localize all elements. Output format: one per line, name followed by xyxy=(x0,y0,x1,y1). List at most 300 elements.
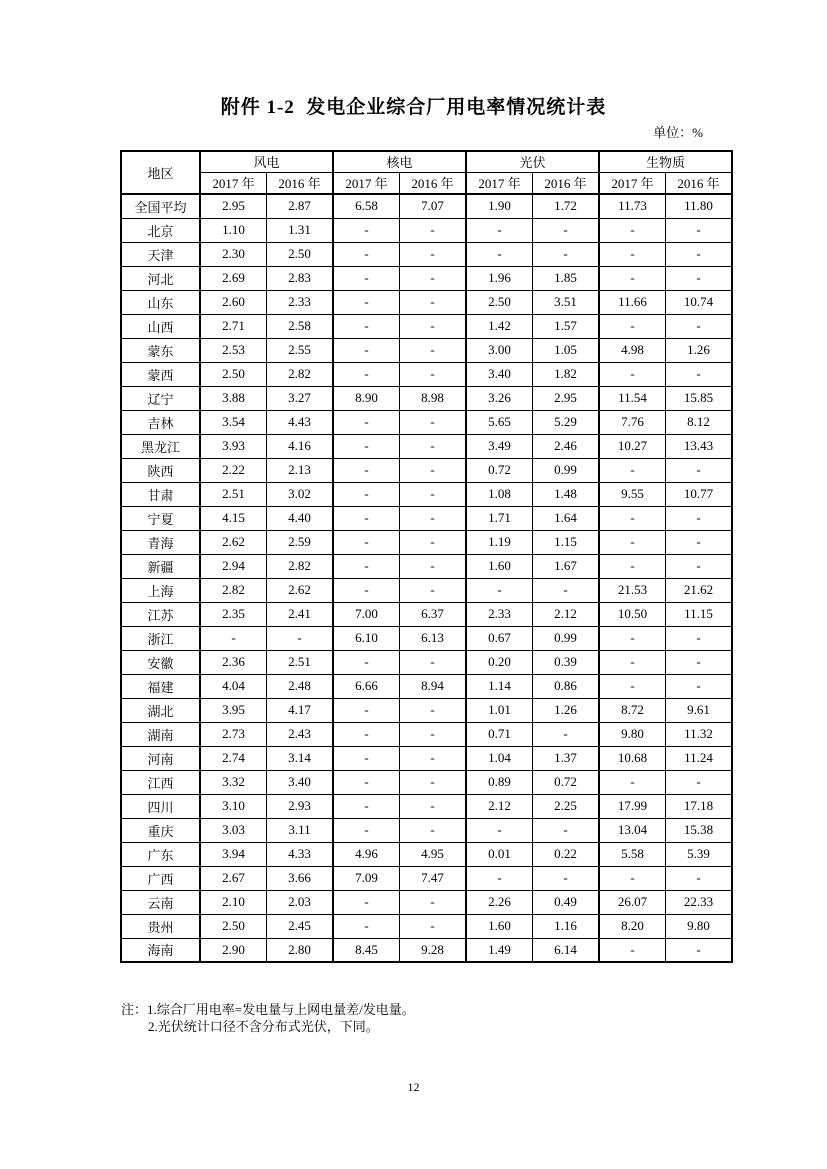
value-cell: 11.73 xyxy=(599,194,666,218)
value-cell: - xyxy=(333,242,400,266)
value-cell: - xyxy=(666,458,733,482)
page-number: 12 xyxy=(407,1080,420,1094)
region-cell: 宁夏 xyxy=(121,506,200,530)
value-cell: 21.62 xyxy=(666,578,733,602)
col-header-year-2017: 2017 年 xyxy=(200,172,267,194)
value-cell: - xyxy=(333,890,400,914)
value-cell: 10.68 xyxy=(599,746,666,770)
table-body xyxy=(121,194,732,962)
value-cell: - xyxy=(400,770,467,794)
value-cell: - xyxy=(333,722,400,746)
value-cell: - xyxy=(400,578,467,602)
value-cell: - xyxy=(400,650,467,674)
value-cell: - xyxy=(599,770,666,794)
value-cell: - xyxy=(466,242,533,266)
value-cell: 3.40 xyxy=(267,770,334,794)
value-cell: 3.32 xyxy=(200,770,267,794)
table-row xyxy=(121,866,732,890)
value-cell: 15.85 xyxy=(666,386,733,410)
value-cell: - xyxy=(599,530,666,554)
value-cell: 7.09 xyxy=(333,866,400,890)
value-cell: 0.99 xyxy=(533,458,600,482)
table-row xyxy=(121,698,732,722)
region-cell: 北京 xyxy=(121,218,200,242)
value-cell: 2.59 xyxy=(267,530,334,554)
value-cell: 2.30 xyxy=(200,242,267,266)
value-cell: - xyxy=(666,218,733,242)
footnote-2: 2.光伏统计口径不含分布式光伏，下同。 xyxy=(148,1019,379,1034)
value-cell: 6.13 xyxy=(400,626,467,650)
value-cell: 11.80 xyxy=(666,194,733,218)
value-cell: 4.98 xyxy=(599,338,666,362)
value-cell: 3.51 xyxy=(533,290,600,314)
value-cell: - xyxy=(599,626,666,650)
value-cell: 8.90 xyxy=(333,386,400,410)
value-cell: 1.42 xyxy=(466,314,533,338)
value-cell: 2.95 xyxy=(533,386,600,410)
value-cell: 2.55 xyxy=(267,338,334,362)
value-cell: 2.83 xyxy=(267,266,334,290)
value-cell: - xyxy=(333,650,400,674)
value-cell: - xyxy=(599,506,666,530)
region-cell: 贵州 xyxy=(121,914,200,938)
value-cell: - xyxy=(400,482,467,506)
value-cell: 8.94 xyxy=(400,674,467,698)
value-cell: 2.50 xyxy=(200,362,267,386)
table-row xyxy=(121,938,732,962)
value-cell: - xyxy=(400,314,467,338)
table-row xyxy=(121,626,732,650)
value-cell: - xyxy=(400,746,467,770)
value-cell: - xyxy=(333,698,400,722)
region-cell: 青海 xyxy=(121,530,200,554)
value-cell: 1.49 xyxy=(466,938,533,962)
value-cell: - xyxy=(333,314,400,338)
value-cell: - xyxy=(400,338,467,362)
value-cell: 2.94 xyxy=(200,554,267,578)
value-cell: 1.60 xyxy=(466,554,533,578)
value-cell: 1.31 xyxy=(267,218,334,242)
value-cell: 0.01 xyxy=(466,842,533,866)
value-cell: - xyxy=(400,914,467,938)
table-row xyxy=(121,890,732,914)
region-cell: 山西 xyxy=(121,314,200,338)
value-cell: - xyxy=(533,578,600,602)
table-row xyxy=(121,818,732,842)
value-cell: 2.12 xyxy=(533,602,600,626)
value-cell: 2.51 xyxy=(200,482,267,506)
value-cell: - xyxy=(666,362,733,386)
value-cell: - xyxy=(400,410,467,434)
value-cell: 10.77 xyxy=(666,482,733,506)
value-cell: 3.03 xyxy=(200,818,267,842)
value-cell: 2.82 xyxy=(200,578,267,602)
table-row xyxy=(121,242,732,266)
value-cell: 3.02 xyxy=(267,482,334,506)
table-row xyxy=(121,410,732,434)
value-cell: 1.67 xyxy=(533,554,600,578)
value-cell: 1.01 xyxy=(466,698,533,722)
value-cell: - xyxy=(400,722,467,746)
value-cell: 22.33 xyxy=(666,890,733,914)
value-cell: 3.88 xyxy=(200,386,267,410)
value-cell: 2.58 xyxy=(267,314,334,338)
value-cell: - xyxy=(666,866,733,890)
unit-label: 单位：% xyxy=(653,125,703,140)
value-cell: 4.40 xyxy=(267,506,334,530)
table-row xyxy=(121,482,732,506)
value-cell: 1.90 xyxy=(466,194,533,218)
value-cell: - xyxy=(533,242,600,266)
value-cell: - xyxy=(333,410,400,434)
value-cell: - xyxy=(533,722,600,746)
value-cell: 6.37 xyxy=(400,602,467,626)
region-cell: 河南 xyxy=(121,746,200,770)
value-cell: - xyxy=(333,482,400,506)
region-cell: 新疆 xyxy=(121,554,200,578)
value-cell: - xyxy=(599,938,666,962)
value-cell: 9.28 xyxy=(400,938,467,962)
value-cell: 7.76 xyxy=(599,410,666,434)
value-cell: 1.57 xyxy=(533,314,600,338)
value-cell: - xyxy=(333,290,400,314)
value-cell: 5.39 xyxy=(666,842,733,866)
col-group-wind: 风电 xyxy=(200,151,333,172)
region-cell: 浙江 xyxy=(121,626,200,650)
value-cell: 6.10 xyxy=(333,626,400,650)
power-rate-table xyxy=(120,150,733,963)
value-cell: 1.71 xyxy=(466,506,533,530)
value-cell: - xyxy=(333,578,400,602)
value-cell: - xyxy=(333,458,400,482)
value-cell: 1.19 xyxy=(466,530,533,554)
value-cell: 1.82 xyxy=(533,362,600,386)
value-cell: - xyxy=(333,770,400,794)
value-cell: 3.93 xyxy=(200,434,267,458)
value-cell: - xyxy=(466,866,533,890)
value-cell: 2.36 xyxy=(200,650,267,674)
value-cell: 3.49 xyxy=(466,434,533,458)
value-cell: 1.85 xyxy=(533,266,600,290)
value-cell: - xyxy=(400,698,467,722)
value-cell: 3.27 xyxy=(267,386,334,410)
value-cell: - xyxy=(400,554,467,578)
value-cell: - xyxy=(466,818,533,842)
value-cell: 3.26 xyxy=(466,386,533,410)
value-cell: - xyxy=(666,938,733,962)
value-cell: - xyxy=(666,266,733,290)
table-row xyxy=(121,674,732,698)
col-header-year-2016: 2016 年 xyxy=(666,172,733,194)
value-cell: 2.48 xyxy=(267,674,334,698)
value-cell: 11.15 xyxy=(666,602,733,626)
value-cell: - xyxy=(400,290,467,314)
value-cell: 8.20 xyxy=(599,914,666,938)
value-cell: 8.98 xyxy=(400,386,467,410)
value-cell: 15.38 xyxy=(666,818,733,842)
value-cell: 3.00 xyxy=(466,338,533,362)
region-cell: 天津 xyxy=(121,242,200,266)
value-cell: 5.65 xyxy=(466,410,533,434)
value-cell: 3.66 xyxy=(267,866,334,890)
value-cell: - xyxy=(666,242,733,266)
value-cell: 2.62 xyxy=(200,530,267,554)
table-row xyxy=(121,338,732,362)
value-cell: 0.20 xyxy=(466,650,533,674)
value-cell: - xyxy=(333,746,400,770)
col-header-year-2016: 2016 年 xyxy=(267,172,334,194)
value-cell: 2.53 xyxy=(200,338,267,362)
region-cell: 福建 xyxy=(121,674,200,698)
value-cell: 0.72 xyxy=(533,770,600,794)
value-cell: 4.96 xyxy=(333,842,400,866)
value-cell: 11.32 xyxy=(666,722,733,746)
region-cell: 江苏 xyxy=(121,602,200,626)
value-cell: 2.12 xyxy=(466,794,533,818)
value-cell: 13.04 xyxy=(599,818,666,842)
value-cell: 2.74 xyxy=(200,746,267,770)
header-group-row xyxy=(121,151,732,172)
table-row xyxy=(121,746,732,770)
value-cell: - xyxy=(333,530,400,554)
value-cell: 2.03 xyxy=(267,890,334,914)
col-header-year-2016: 2016 年 xyxy=(533,172,600,194)
value-cell: 2.33 xyxy=(466,602,533,626)
table-row xyxy=(121,434,732,458)
value-cell: 2.50 xyxy=(267,242,334,266)
value-cell: 26.07 xyxy=(599,890,666,914)
value-cell: - xyxy=(599,218,666,242)
region-cell: 云南 xyxy=(121,890,200,914)
table-row xyxy=(121,770,732,794)
value-cell: - xyxy=(400,458,467,482)
value-cell: - xyxy=(400,266,467,290)
value-cell: - xyxy=(200,626,267,650)
table-row xyxy=(121,458,732,482)
table-row xyxy=(121,842,732,866)
region-cell: 广东 xyxy=(121,842,200,866)
col-header-region: 地区 xyxy=(121,151,200,194)
value-cell: 2.22 xyxy=(200,458,267,482)
value-cell: - xyxy=(599,866,666,890)
table-row xyxy=(121,914,732,938)
value-cell: 8.12 xyxy=(666,410,733,434)
value-cell: - xyxy=(599,650,666,674)
value-cell: 5.58 xyxy=(599,842,666,866)
value-cell: 0.49 xyxy=(533,890,600,914)
value-cell: 1.26 xyxy=(533,698,600,722)
value-cell: - xyxy=(400,242,467,266)
value-cell: - xyxy=(599,266,666,290)
value-cell: 2.50 xyxy=(466,290,533,314)
region-cell: 河北 xyxy=(121,266,200,290)
region-cell: 山东 xyxy=(121,290,200,314)
value-cell: - xyxy=(333,794,400,818)
value-cell: - xyxy=(333,554,400,578)
table-row xyxy=(121,506,732,530)
value-cell: 11.66 xyxy=(599,290,666,314)
value-cell: 0.71 xyxy=(466,722,533,746)
value-cell: 2.93 xyxy=(267,794,334,818)
region-cell: 重庆 xyxy=(121,818,200,842)
value-cell: 3.40 xyxy=(466,362,533,386)
value-cell: - xyxy=(666,770,733,794)
region-cell: 黑龙江 xyxy=(121,434,200,458)
value-cell: 9.80 xyxy=(599,722,666,746)
value-cell: 3.94 xyxy=(200,842,267,866)
value-cell: 1.08 xyxy=(466,482,533,506)
table-row xyxy=(121,314,732,338)
col-header-year-2017: 2017 年 xyxy=(599,172,666,194)
value-cell: 0.89 xyxy=(466,770,533,794)
value-cell: 21.53 xyxy=(599,578,666,602)
value-cell: 4.17 xyxy=(267,698,334,722)
header-year-row xyxy=(121,172,732,194)
value-cell: - xyxy=(400,818,467,842)
table-row xyxy=(121,722,732,746)
table-row xyxy=(121,602,732,626)
value-cell: 3.95 xyxy=(200,698,267,722)
value-cell: 2.60 xyxy=(200,290,267,314)
region-cell: 四川 xyxy=(121,794,200,818)
value-cell: 8.72 xyxy=(599,698,666,722)
value-cell: 4.15 xyxy=(200,506,267,530)
value-cell: 2.95 xyxy=(200,194,267,218)
table-row xyxy=(121,578,732,602)
value-cell: - xyxy=(666,506,733,530)
region-cell: 全国平均 xyxy=(121,194,200,218)
value-cell: 0.22 xyxy=(533,842,600,866)
value-cell: 4.04 xyxy=(200,674,267,698)
value-cell: - xyxy=(333,434,400,458)
table-row xyxy=(121,794,732,818)
value-cell: - xyxy=(333,266,400,290)
value-cell: 13.43 xyxy=(666,434,733,458)
footnotes xyxy=(121,1001,415,1035)
region-cell: 上海 xyxy=(121,578,200,602)
value-cell: 1.60 xyxy=(466,914,533,938)
region-cell: 甘肃 xyxy=(121,482,200,506)
col-group-solar: 光伏 xyxy=(466,151,599,172)
value-cell: - xyxy=(466,578,533,602)
value-cell: 1.96 xyxy=(466,266,533,290)
value-cell: 6.14 xyxy=(533,938,600,962)
value-cell: - xyxy=(666,530,733,554)
value-cell: 6.58 xyxy=(333,194,400,218)
value-cell: 2.50 xyxy=(200,914,267,938)
value-cell: 2.41 xyxy=(267,602,334,626)
value-cell: - xyxy=(400,362,467,386)
value-cell: 2.73 xyxy=(200,722,267,746)
value-cell: 9.55 xyxy=(599,482,666,506)
region-cell: 辽宁 xyxy=(121,386,200,410)
value-cell: 1.16 xyxy=(533,914,600,938)
value-cell: - xyxy=(267,626,334,650)
value-cell: - xyxy=(466,218,533,242)
page-title: 附件 1-2 发电企业综合厂用电率情况统计表 xyxy=(220,97,607,118)
region-cell: 安徽 xyxy=(121,650,200,674)
value-cell: 2.90 xyxy=(200,938,267,962)
value-cell: 3.54 xyxy=(200,410,267,434)
value-cell: - xyxy=(400,794,467,818)
table-row xyxy=(121,530,732,554)
table-row xyxy=(121,218,732,242)
value-cell: - xyxy=(333,914,400,938)
value-cell: 2.26 xyxy=(466,890,533,914)
value-cell: - xyxy=(400,506,467,530)
value-cell: 1.04 xyxy=(466,746,533,770)
table-row xyxy=(121,386,732,410)
col-group-biomass: 生物质 xyxy=(599,151,732,172)
region-cell: 蒙西 xyxy=(121,362,200,386)
value-cell: 3.11 xyxy=(267,818,334,842)
region-cell: 海南 xyxy=(121,938,200,962)
value-cell: - xyxy=(400,434,467,458)
value-cell: 2.51 xyxy=(267,650,334,674)
value-cell: 8.45 xyxy=(333,938,400,962)
col-header-year-2017: 2017 年 xyxy=(333,172,400,194)
value-cell: 3.10 xyxy=(200,794,267,818)
value-cell: 2.33 xyxy=(267,290,334,314)
value-cell: 2.80 xyxy=(267,938,334,962)
col-group-nuclear: 核电 xyxy=(333,151,466,172)
value-cell: 1.37 xyxy=(533,746,600,770)
value-cell: 2.69 xyxy=(200,266,267,290)
value-cell: 6.66 xyxy=(333,674,400,698)
value-cell: 4.33 xyxy=(267,842,334,866)
region-cell: 陕西 xyxy=(121,458,200,482)
value-cell: - xyxy=(599,458,666,482)
value-cell: - xyxy=(333,818,400,842)
value-cell: - xyxy=(533,218,600,242)
value-cell: - xyxy=(533,818,600,842)
value-cell: 1.14 xyxy=(466,674,533,698)
value-cell: 5.29 xyxy=(533,410,600,434)
table-row xyxy=(121,290,732,314)
value-cell: - xyxy=(599,314,666,338)
value-cell: 10.27 xyxy=(599,434,666,458)
value-cell: - xyxy=(666,314,733,338)
value-cell: 17.18 xyxy=(666,794,733,818)
region-cell: 湖北 xyxy=(121,698,200,722)
value-cell: 0.86 xyxy=(533,674,600,698)
value-cell: 2.25 xyxy=(533,794,600,818)
value-cell: - xyxy=(400,890,467,914)
col-header-year-2016: 2016 年 xyxy=(400,172,467,194)
value-cell: 2.82 xyxy=(267,554,334,578)
value-cell: - xyxy=(400,530,467,554)
table-row xyxy=(121,194,732,218)
col-header-year-2017: 2017 年 xyxy=(466,172,533,194)
value-cell: 4.95 xyxy=(400,842,467,866)
value-cell: 2.82 xyxy=(267,362,334,386)
value-cell: - xyxy=(666,554,733,578)
value-cell: 1.05 xyxy=(533,338,600,362)
value-cell: 10.50 xyxy=(599,602,666,626)
value-cell: - xyxy=(333,506,400,530)
value-cell: 1.10 xyxy=(200,218,267,242)
value-cell: 1.15 xyxy=(533,530,600,554)
value-cell: 2.10 xyxy=(200,890,267,914)
value-cell: 1.26 xyxy=(666,338,733,362)
value-cell: 1.64 xyxy=(533,506,600,530)
value-cell: 10.74 xyxy=(666,290,733,314)
value-cell: 0.39 xyxy=(533,650,600,674)
value-cell: 2.13 xyxy=(267,458,334,482)
table-row xyxy=(121,362,732,386)
value-cell: 7.07 xyxy=(400,194,467,218)
value-cell: 7.47 xyxy=(400,866,467,890)
